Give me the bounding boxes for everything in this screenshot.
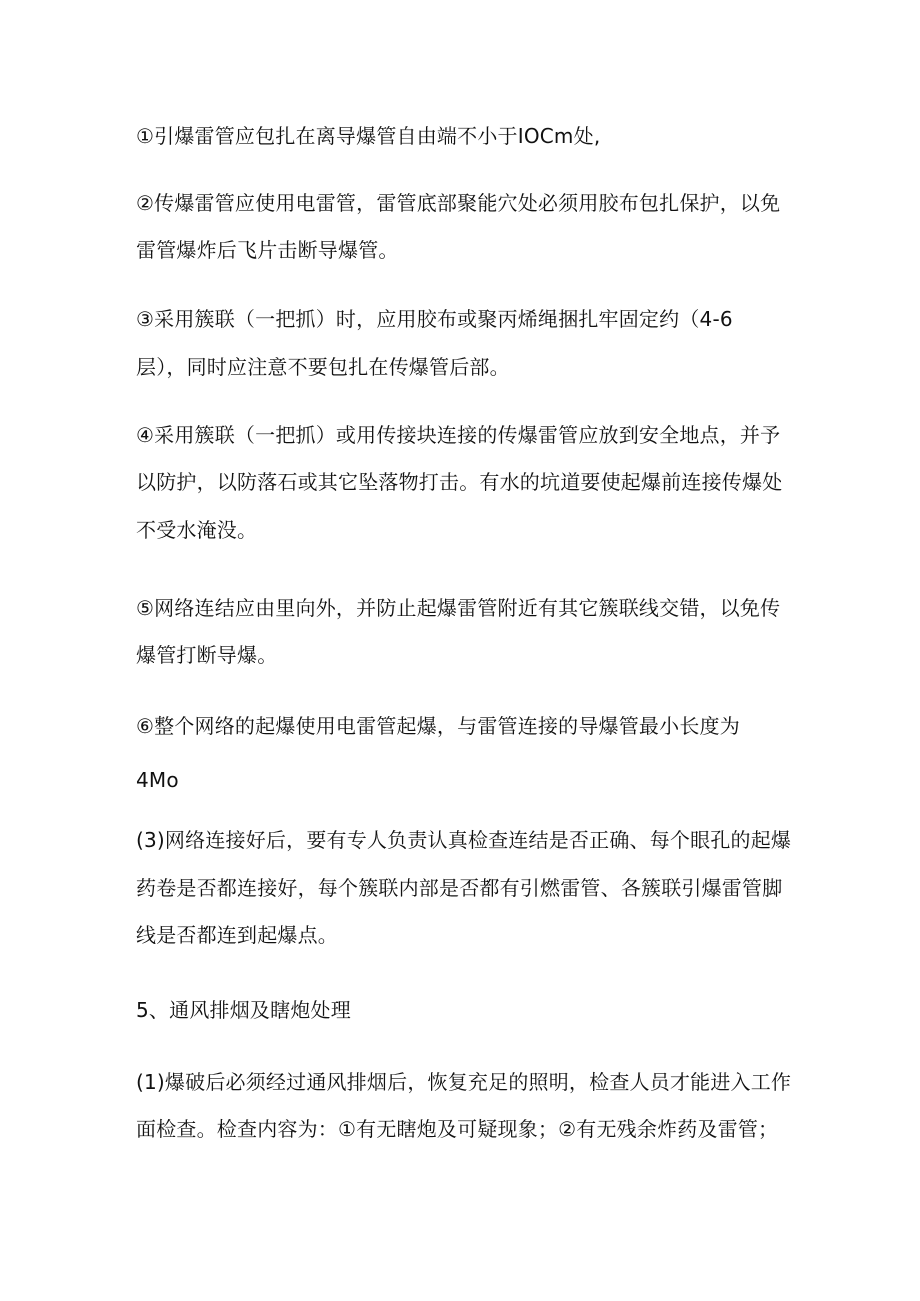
text-line: ⑥整个网络的起爆使用电雷管起爆，与雷管连接的导爆管最小长度为 [136,714,740,738]
text-line: 4Mo [136,768,179,792]
text-line: 不受水淹没。 [136,518,258,542]
text-line: 爆管打断导爆。 [136,643,278,667]
text-line: ①引爆雷管应包扎在离导爆管自由端不小于IOCm处, [136,124,601,148]
text-line: 面检查。检查内容为：①有无瞎炮及可疑现象；②有无残余炸药及雷管； [136,1117,779,1141]
text-line: 雷管爆炸后飞片击断导爆管。 [136,238,399,262]
text-line: 以防护，以防落石或其它坠落物打击。有水的坑道要使起爆前连接传爆处 [136,470,783,494]
text-line: ⑤网络连结应由里向外，并防止起爆雷管附近有其它簇联线交错，以免传 [136,596,781,620]
text-line: ④采用簇联（一把抓）或用传接块连接的传爆雷管应放到安全地点，并予 [136,423,781,447]
text-line: (1)爆破后必须经过通风排烟后，恢复充足的照明，检查人员才能进入工作 [136,1070,792,1094]
section-heading: 5、通风排烟及瞎炮处理 [136,998,351,1022]
text-line: ③采用簇联（一把抓）时，应用胶布或聚丙烯绳捆扎牢固定约（4-6 [136,307,733,331]
text-line: 层），同时应注意不要包扎在传爆管后部。 [136,355,510,379]
text-line: ②传爆雷管应使用电雷管，雷管底部聚能穴处必须用胶布包扎保护，以免 [136,191,781,215]
text-line: (3)网络连接好后，要有专人负责认真检查连结是否正确、每个眼孔的起爆 [136,828,792,852]
text-line: 药卷是否都连接好，每个簇联内部是否都有引燃雷管、各簇联引爆雷管脚 [136,876,783,900]
text-line: 线是否都连到起爆点。 [136,923,338,947]
